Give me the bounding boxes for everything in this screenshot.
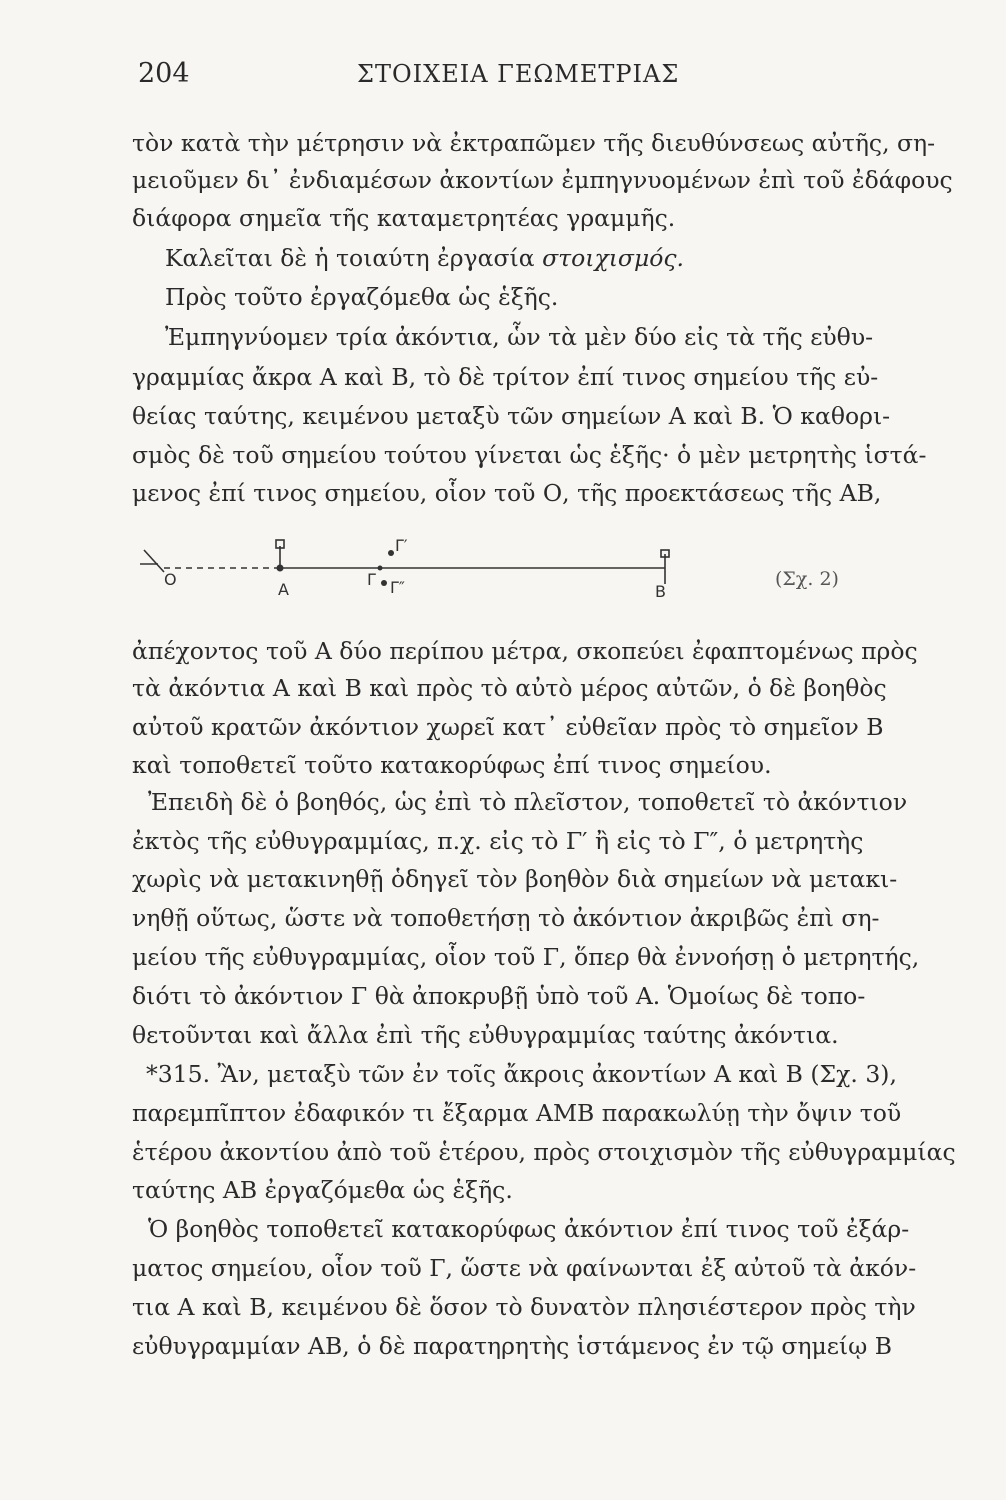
text-fragment: Καλεῖται δὲ ἡ τοιαύτη ἐργασία bbox=[165, 244, 535, 272]
text-line: ματος σημείου, οἷον τοῦ Γ, ὥστε νὰ φαίνωνται ἐξ αὐτοῦ τὰ ἀκόν- bbox=[132, 1254, 917, 1282]
observer-mark bbox=[144, 550, 164, 572]
point-g bbox=[378, 566, 383, 571]
italic-term: στοιχισμός. bbox=[542, 244, 685, 272]
label-g-double-prime: Γ″ bbox=[390, 578, 405, 597]
text-line: μειοῦμεν δι᾽ ἐνδιαμέσων ἀκοντίων ἐμπηγνυομένων ἐπὶ τοῦ ἐδάφους bbox=[132, 166, 953, 194]
text-line: θετοῦνται καὶ ἄλλα ἐπὶ τῆς εὐθυγραμμίας ταύτης ἀκόντια. bbox=[132, 1021, 839, 1049]
text-line: παρεμπῖπτον ἐδαφικόν τι ἔξαρμα ΑΜΒ παρακωλύῃ τὴν ὄψιν τοῦ bbox=[132, 1099, 902, 1127]
figure-drawing bbox=[130, 528, 770, 618]
label-a: A bbox=[278, 580, 289, 599]
point-a bbox=[277, 565, 284, 572]
running-title: ΣΤΟΙΧΕΙΑ ΓΕΩΜΕΤΡΙΑΣ bbox=[357, 60, 680, 88]
text-line-with-term bbox=[165, 243, 905, 273]
page-header bbox=[0, 58, 1006, 98]
text-line: τια Α καὶ Β, κειμένου δὲ ὅσον τὸ δυνατὸν πλησιέστερον πρὸς τὴν bbox=[132, 1293, 916, 1321]
page-number: 204 bbox=[138, 58, 190, 89]
text-line: ταύτης ΑΒ ἐργαζόμεθα ὡς ἑξῆς. bbox=[132, 1176, 513, 1204]
text-line: καὶ τοποθετεῖ τοῦτο κατακορύφως ἐπί τινος σημείου. bbox=[132, 751, 772, 779]
figure-caption: (Σχ. 2) bbox=[775, 568, 839, 590]
text-line: ἑτέρου ἀκοντίου ἀπὸ τοῦ ἑτέρου, πρὸς στοιχισμὸν τῆς εὐθυγραμμίας bbox=[132, 1138, 956, 1166]
label-b: B bbox=[655, 582, 666, 601]
text-line: γραμμίας ἄκρα Α καὶ Β, τὸ δὲ τρίτον ἐπί τινος σημείου τῆς εὐ- bbox=[132, 363, 879, 391]
text-line: Ἐμπηγνύομεν τρία ἀκόντια, ὧν τὰ μὲν δύο εἰς τὰ τῆς εὐθυ- bbox=[165, 323, 874, 351]
text-line: Πρὸς τοῦτο ἐργαζόμεθα ὡς ἑξῆς. bbox=[165, 283, 559, 311]
text-line: Ἐπειδὴ δὲ ὁ βοηθός, ὡς ἐπὶ τὸ πλεῖστον, τοποθετεῖ τὸ ἀκόντιον bbox=[148, 788, 908, 816]
label-g-prime: Γ′ bbox=[395, 536, 408, 555]
text-line: θείας ταύτης, κειμένου μεταξὺ τῶν σημείων Α καὶ Β. Ὁ καθορι- bbox=[132, 402, 891, 430]
text-line: διότι τὸ ἀκόντιον Γ θὰ ἀποκρυβῇ ὑπὸ τοῦ Α. Ὁμοίως δὲ τοπο- bbox=[132, 982, 866, 1010]
label-o: O bbox=[164, 570, 177, 589]
text-line: αὐτοῦ κρατῶν ἀκόντιον χωρεῖ κατ᾽ εὐθεῖαν πρὸς τὸ σημεῖον Β bbox=[132, 713, 884, 741]
text-line: σμὸς δὲ τοῦ σημείου τούτου γίνεται ὡς ἑξῆς· ὁ μὲν μετρητὴς ἱστά- bbox=[132, 441, 927, 469]
text-line: τὸν κατὰ τὴν μέτρησιν νὰ ἐκτραπῶμεν τῆς διευθύνσεως αὐτῆς, ση- bbox=[132, 129, 936, 157]
label-g: Γ bbox=[367, 570, 376, 589]
point-g-double-prime bbox=[381, 580, 387, 586]
text-line: μείου τῆς εὐθυγραμμίας, οἷον τοῦ Γ, ὅπερ θὰ ἐννοήσῃ ὁ μετρητής, bbox=[132, 943, 920, 971]
figure-2 bbox=[130, 528, 890, 618]
text-line: ἀπέχοντος τοῦ Α δύο περίπου μέτρα, σκοπεύει ἐφαπτομένως πρὸς bbox=[132, 637, 918, 665]
text-line: εὐθυγραμμίαν ΑΒ, ὁ δὲ παρατηρητὴς ἱστάμενος ἐν τῷ σημείῳ Β bbox=[132, 1332, 893, 1360]
text-line: τὰ ἀκόντια Α καὶ Β καὶ πρὸς τὸ αὐτὸ μέρος αὐτῶν, ὁ δὲ βοηθὸς bbox=[132, 674, 887, 702]
text-line: νηθῇ οὕτως, ὥστε νὰ τοποθετήσῃ τὸ ἀκόντιον ἀκριβῶς ἐπὶ ση- bbox=[132, 904, 880, 932]
text-line: ἐκτὸς τῆς εὐθυγραμμίας, π.χ. εἰς τὸ Γ′ ἢ εἰς τὸ Γ″, ὁ μετρητὴς bbox=[132, 827, 864, 855]
text-line: διάφορα σημεῖα τῆς καταμετρητέας γραμμῆς. bbox=[132, 204, 676, 232]
text-line: *315. Ἂν, μεταξὺ τῶν ἐν τοῖς ἄκροις ἀκοντίων Α καὶ Β (Σχ. 3), bbox=[146, 1060, 897, 1088]
point-g-prime bbox=[388, 550, 394, 556]
text-line: μενος ἐπί τινος σημείου, οἷον τοῦ Ο, τῆς προεκτάσεως τῆς ΑΒ, bbox=[132, 479, 882, 507]
text-line: Ὁ βοηθὸς τοποθετεῖ κατακορύφως ἀκόντιον ἐπί τινος τοῦ ἐξάρ- bbox=[148, 1215, 910, 1243]
text-line: χωρὶς νὰ μετακινηθῇ ὁδηγεῖ τὸν βοηθὸν διὰ σημείων νὰ μετακι- bbox=[132, 865, 898, 893]
